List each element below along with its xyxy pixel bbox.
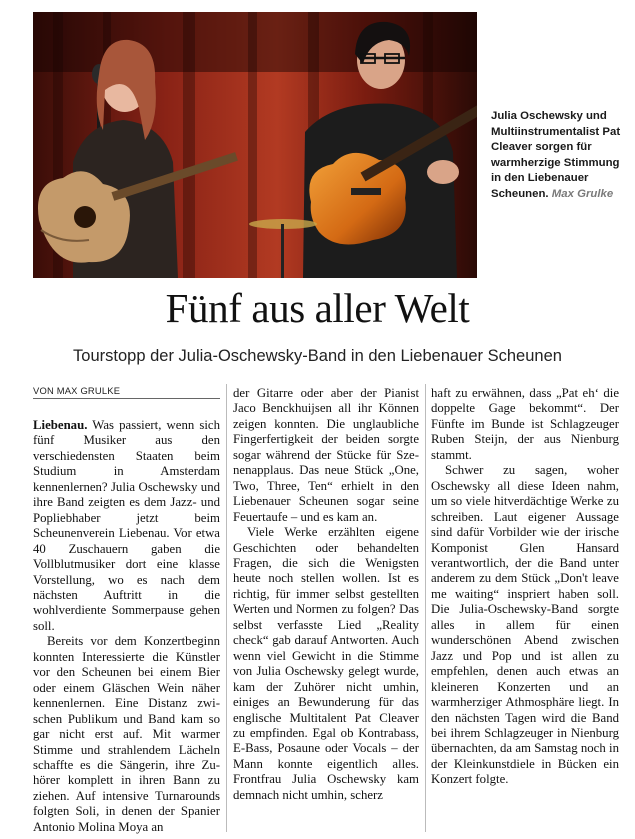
photo-credit: Max Grulke <box>551 187 614 200</box>
article-column-3 <box>431 386 619 788</box>
column-divider <box>425 384 426 832</box>
paragraph-1 <box>33 418 220 634</box>
paragraph-3-part-2: haft zu erwähnen, dass „Pat eh‘ die doppelte Gage bekommt“. Der Fünfte im Bunde ist Schlagzeuger Ruben Steijn, der aus Nienburg stammt. <box>431 386 619 462</box>
headline: Fünf aus aller Welt <box>165 285 470 331</box>
concert-photo <box>33 12 477 278</box>
byline: VON MAX GRULKE <box>33 384 220 399</box>
paragraph-2-part-1: Bereits vor dem Konzertbeginn konnten Interessierte die Künstler vor den Scheunen bei einem Bier oder einem Gläschen Wein näher kennenlernen. Eine Distanz zwischen Publikum und Band kam so gar nicht erst auf. Mit warmer Stimme und strahlendem Lächeln schaffte es die Sängerin, ihre Zuhörer komplett in ihren Bann zu ziehen. Auf intensive Turnarounds folgten Soli, in denen der Spanier Antonio Molina Moya an <box>33 634 220 834</box>
photo-caption <box>491 109 629 203</box>
paragraph-4: Schwer zu sagen, woher Oschewsky all diese Ideen nahm, um so viele hitverdächtige Werke zu schreiben. Laut eigener Aussage sind dafür Vorbilder wie der irische Komponist Glen Hansard verantwortlich, der die Band unter anderem zu dem Stück „Don't leave me waiting“ inspriert haben soll. Die Julia-Oschewsky-Band sorgte alles in allem für einen wunderschönen Abend zwischen Jazz und Pop und ist allen zu empfehlen, denen auch etwas an kleineren Konzerten und an warmherziger Athmosphäre liegt. In den nächsten Tagen wird die Band bei ihrem Schlagzeuger in Nienburg übernachten, da am Samstag noch in der Kleinkunstdiele in Bücken ein Konzert folgte. <box>431 463 619 787</box>
paragraph-2-part-2: der Gitarre oder aber der Pianist Jaco Benckhuijsen all ihr Können zeigen konnten. Die unglaubliche Fingerfertigkeit der beiden sorgte sogar während der Stücke für Szenenapplaus. Das neue Stück „One, Two, Three, Ten“ erhielt in den Liebenauer Scheunen sogar seine Feuertaufe – und es kam an. <box>233 386 419 524</box>
article-column-2 <box>233 386 419 803</box>
caption-text: Julia Oschewsky und Multiinstrumentalist Pat Cleaver sorgen für warmherzige Stimmung in den Liebenauer Scheunen. <box>491 110 621 200</box>
paragraph-1-text: Was passiert, wenn sich fünf Musiker aus den verschiedensten Staaten beim Studium in Amsterdam kennenlernen? Julia Oschewsky und ihre Band zeigten es dem Jazz- und Popliebhaber jetzt beim Scheunenverein Liebenau. Vor etwa 40 Zuschauern gaben die Vollblutmusiker dort eine klasse Vorstellung, wo es nach dem nächsten Auftritt in die wohlverdiente Sommerpause gehen soll. <box>33 418 220 633</box>
subline: Tourstopp der Julia-Oschewsky-Band in den Liebenauer Scheunen <box>73 347 562 365</box>
column-divider <box>226 384 227 832</box>
dateline: Liebenau. <box>33 418 88 432</box>
paragraph-3-part-1: Viele Werke erzählten eigene Geschichten oder behandelten Fragen, die sich die Wenigsten heute noch stellen wollen. Ist es richtig, für immer selbst gestellten Werten und Normen zu folgen? Das selbst verfasste Lied „Reality check“ gab darauf Antworten. Auch wenn viel Gewicht in die Stimme von Julia Oschewsky gelegt wurde, kam der Zuhörer nicht umhin, einiges an Bewunderung für das englische Multitalent Pat Cleaver zu empfinden. Egal ob Kontrabass, E-Bass, Posaune oder Vocals – der Mann konnte eigentlich alles. Frontfrau Julia Oschewsky kam demnach nicht umhin, scherz <box>233 525 419 802</box>
article-column-1 <box>33 418 220 835</box>
